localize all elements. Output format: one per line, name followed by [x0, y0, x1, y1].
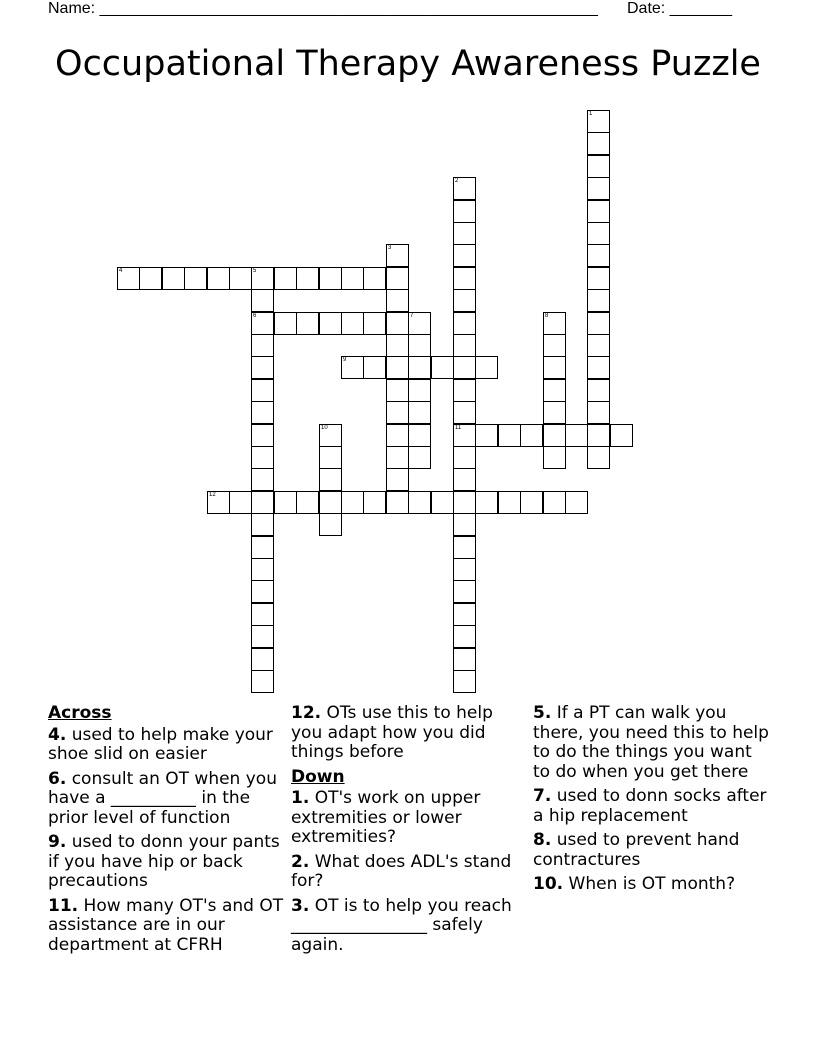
- crossword-cell[interactable]: [453, 446, 476, 469]
- crossword-cell[interactable]: [386, 289, 409, 312]
- crossword-cell[interactable]: [229, 491, 252, 514]
- crossword-cell[interactable]: [319, 446, 342, 469]
- crossword-cell[interactable]: [319, 468, 342, 491]
- crossword-cell[interactable]: [453, 379, 476, 402]
- crossword-cell[interactable]: [453, 603, 476, 626]
- crossword-cell[interactable]: [587, 244, 610, 267]
- crossword-cell[interactable]: [587, 289, 610, 312]
- crossword-cell[interactable]: [251, 625, 274, 648]
- cell-number: 1: [589, 111, 593, 117]
- clues-column-3: [533, 700, 769, 900]
- crossword-cell[interactable]: [587, 110, 610, 133]
- clue-text: OT's work on upper extremities or lower extremities?: [291, 788, 481, 847]
- crossword-cell[interactable]: [587, 222, 610, 245]
- clue-down-7: [533, 787, 769, 826]
- crossword-cell[interactable]: [453, 244, 476, 267]
- clue-down-1: [291, 789, 527, 848]
- crossword-cell[interactable]: [543, 446, 566, 469]
- across-heading: Across: [48, 703, 112, 723]
- clues-column-1: [48, 700, 284, 960]
- crossword-cell[interactable]: [453, 625, 476, 648]
- crossword-cell[interactable]: [229, 267, 252, 290]
- crossword-cell[interactable]: [587, 356, 610, 379]
- crossword-cell[interactable]: [251, 491, 274, 514]
- crossword-cell[interactable]: [453, 558, 476, 581]
- crossword-cell[interactable]: [162, 267, 185, 290]
- clue-down-8: [533, 831, 769, 870]
- crossword-cell[interactable]: [453, 312, 476, 335]
- clue-text: used to donn your pants if you have hip or back precautions: [48, 832, 280, 891]
- clue-down-5: [533, 704, 769, 782]
- crossword-cell[interactable]: [386, 244, 409, 267]
- clue-number: 4.: [48, 724, 67, 745]
- crossword-cell[interactable]: [453, 401, 476, 424]
- clue-down-2: [291, 853, 527, 892]
- crossword-cell[interactable]: [453, 177, 476, 200]
- crossword-cell[interactable]: [319, 267, 342, 290]
- crossword-cell[interactable]: [363, 356, 386, 379]
- crossword-cell[interactable]: [543, 379, 566, 402]
- crossword-cell[interactable]: [587, 177, 610, 200]
- clue-down-10: [533, 875, 769, 895]
- crossword-cell[interactable]: [475, 356, 498, 379]
- crossword-cell[interactable]: [610, 424, 633, 447]
- crossword-cell[interactable]: [251, 536, 274, 559]
- date-field-line: Date: _______: [627, 0, 732, 17]
- crossword-cell[interactable]: [251, 401, 274, 424]
- crossword-cell[interactable]: [296, 491, 319, 514]
- cell-number: 8: [545, 313, 549, 319]
- clue-down-3: [291, 897, 527, 956]
- clue-number: 5.: [533, 703, 552, 723]
- crossword-cell[interactable]: [408, 379, 431, 402]
- crossword-cell[interactable]: [408, 356, 431, 379]
- crossword-cell[interactable]: [184, 267, 207, 290]
- crossword-cell[interactable]: [520, 424, 543, 447]
- crossword-cell[interactable]: [251, 356, 274, 379]
- crossword-cell[interactable]: [453, 200, 476, 223]
- clue-text: consult an OT when you have a __________ in the prior level of function: [48, 768, 277, 828]
- crossword-cell[interactable]: [543, 424, 566, 447]
- crossword-cell[interactable]: [587, 401, 610, 424]
- crossword-cell[interactable]: [386, 312, 409, 335]
- crossword-cell[interactable]: [296, 312, 319, 335]
- crossword-cell[interactable]: [565, 424, 588, 447]
- crossword-cell[interactable]: [565, 491, 588, 514]
- cell-number: 3: [388, 245, 392, 251]
- crossword-cell[interactable]: [341, 312, 364, 335]
- clue-text: OT is to help you reach ________________ safely again.: [291, 895, 512, 955]
- crossword-cell[interactable]: [543, 334, 566, 357]
- crossword-cell[interactable]: [319, 513, 342, 536]
- crossword-cell[interactable]: [453, 289, 476, 312]
- crossword-cell[interactable]: [251, 312, 274, 335]
- crossword-cell[interactable]: [408, 446, 431, 469]
- clue-number: 9.: [48, 832, 67, 852]
- crossword-cell[interactable]: [543, 356, 566, 379]
- cell-number: 6: [253, 313, 257, 319]
- clue-text: If a PT can walk you there, you need this to help to do the things you want to do when you get there: [533, 703, 769, 782]
- clue-across-4: [48, 726, 284, 765]
- clue-number: 12.: [291, 703, 322, 723]
- crossword-cell[interactable]: [341, 491, 364, 514]
- crossword-cell[interactable]: [207, 491, 230, 514]
- crossword-cell[interactable]: [251, 289, 274, 312]
- clue-text: OTs use this to help you adapt how you did things before: [291, 703, 493, 762]
- crossword-cell[interactable]: [386, 401, 409, 424]
- crossword-cell[interactable]: [408, 334, 431, 357]
- crossword-cell[interactable]: [453, 536, 476, 559]
- crossword-cell[interactable]: [251, 580, 274, 603]
- crossword-cell[interactable]: [139, 267, 162, 290]
- crossword-cell[interactable]: [453, 513, 476, 536]
- clue-text: When is OT month?: [568, 874, 736, 894]
- clue-text: used to donn socks after a hip replacement: [533, 786, 767, 826]
- crossword-cell[interactable]: [543, 491, 566, 514]
- clue-text: used to prevent hand contractures: [533, 830, 740, 870]
- crossword-cell[interactable]: [251, 603, 274, 626]
- cell-number: 11: [455, 425, 462, 431]
- crossword-cell[interactable]: [386, 446, 409, 469]
- name-field-line: Name: ________________________________________________________: [48, 0, 598, 17]
- crossword-cell[interactable]: [251, 558, 274, 581]
- crossword-cell[interactable]: [587, 132, 610, 155]
- crossword-cell[interactable]: [431, 356, 454, 379]
- crossword-cell[interactable]: [251, 267, 274, 290]
- crossword-cell[interactable]: [498, 491, 521, 514]
- down-heading: Down: [291, 766, 345, 787]
- crossword-cell[interactable]: [408, 424, 431, 447]
- crossword-cell[interactable]: [543, 312, 566, 335]
- clue-across-11: [48, 897, 284, 956]
- crossword-cell[interactable]: [408, 491, 431, 514]
- clue-number: 3.: [291, 895, 310, 916]
- crossword-cell[interactable]: [520, 491, 543, 514]
- crossword-cell[interactable]: [319, 424, 342, 447]
- crossword-cell[interactable]: [386, 468, 409, 491]
- crossword-cell[interactable]: [386, 491, 409, 514]
- crossword-cell[interactable]: [251, 513, 274, 536]
- crossword-cell[interactable]: [475, 491, 498, 514]
- clues-column-2: [291, 700, 527, 960]
- crossword-cell[interactable]: [117, 267, 140, 290]
- crossword-cell[interactable]: [453, 468, 476, 491]
- crossword-cell[interactable]: [341, 267, 364, 290]
- crossword-cell[interactable]: [587, 334, 610, 357]
- clue-text: What does ADL's stand for?: [291, 851, 512, 891]
- crossword-cell[interactable]: [453, 580, 476, 603]
- cell-number: 7: [410, 313, 414, 319]
- crossword-cell[interactable]: [363, 267, 386, 290]
- crossword-cell[interactable]: [251, 468, 274, 491]
- page-title: Occupational Therapy Awareness Puzzle: [55, 44, 761, 84]
- crossword-cell[interactable]: [587, 312, 610, 335]
- crossword-cell[interactable]: [453, 222, 476, 245]
- crossword-cell[interactable]: [498, 424, 521, 447]
- crossword-cell[interactable]: [251, 424, 274, 447]
- crossword-cell[interactable]: [587, 267, 610, 290]
- clue-number: 11.: [48, 895, 79, 916]
- crossword-cell[interactable]: [251, 670, 274, 693]
- crossword-cell[interactable]: [587, 424, 610, 447]
- crossword-cell[interactable]: [453, 267, 476, 290]
- crossword-cell[interactable]: [363, 312, 386, 335]
- crossword-cell[interactable]: [587, 155, 610, 178]
- crossword-cell[interactable]: [319, 491, 342, 514]
- clue-across-9: [48, 833, 284, 892]
- crossword-cell[interactable]: [453, 670, 476, 693]
- cell-number: 12: [209, 492, 216, 498]
- cell-number: 9: [343, 357, 347, 363]
- crossword-cell[interactable]: [319, 312, 342, 335]
- crossword-cell[interactable]: [475, 424, 498, 447]
- crossword-cell[interactable]: [274, 267, 297, 290]
- crossword-cell[interactable]: [453, 334, 476, 357]
- crossword-cell[interactable]: [386, 379, 409, 402]
- crossword-cell[interactable]: [386, 356, 409, 379]
- crossword-cell[interactable]: [408, 312, 431, 335]
- cell-number: 10: [321, 425, 328, 431]
- crossword-cell[interactable]: [408, 401, 431, 424]
- crossword-cell[interactable]: [587, 379, 610, 402]
- clue-text: How many OT's and OT assistance are in our department at CFRH: [48, 895, 284, 955]
- crossword-cell[interactable]: [543, 401, 566, 424]
- clue-across-6: [48, 770, 284, 829]
- clue-number: 10.: [533, 874, 564, 894]
- crossword-cell[interactable]: [341, 356, 364, 379]
- crossword-cell[interactable]: [386, 334, 409, 357]
- cell-number: 2: [455, 178, 459, 184]
- crossword-cell[interactable]: [587, 200, 610, 223]
- clue-number: 7.: [533, 786, 552, 806]
- crossword-cell[interactable]: [251, 648, 274, 671]
- crossword-cell[interactable]: [453, 491, 476, 514]
- clue-number: 6.: [48, 768, 67, 789]
- clue-text: used to help make your shoe slid on easier: [48, 724, 273, 764]
- crossword-cell[interactable]: [363, 491, 386, 514]
- crossword-cell[interactable]: [251, 379, 274, 402]
- crossword-cell[interactable]: [386, 267, 409, 290]
- clue-number: 1.: [291, 788, 310, 808]
- crossword-cell[interactable]: [453, 648, 476, 671]
- crossword-cell[interactable]: [587, 446, 610, 469]
- crossword-cell[interactable]: [274, 491, 297, 514]
- cell-number: 4: [119, 268, 123, 274]
- clue-across-12: [291, 704, 527, 763]
- clue-number: 2.: [291, 851, 310, 872]
- crossword-cell[interactable]: [453, 356, 476, 379]
- cell-number: 5: [253, 268, 257, 274]
- crossword-cell[interactable]: [431, 491, 454, 514]
- clue-number: 8.: [533, 830, 552, 850]
- crossword-cell[interactable]: [453, 424, 476, 447]
- crossword-cell[interactable]: [251, 334, 274, 357]
- crossword-cell[interactable]: [207, 267, 230, 290]
- crossword-cell[interactable]: [251, 446, 274, 469]
- crossword-cell[interactable]: [386, 424, 409, 447]
- crossword-cell[interactable]: [274, 312, 297, 335]
- crossword-cell[interactable]: [296, 267, 319, 290]
